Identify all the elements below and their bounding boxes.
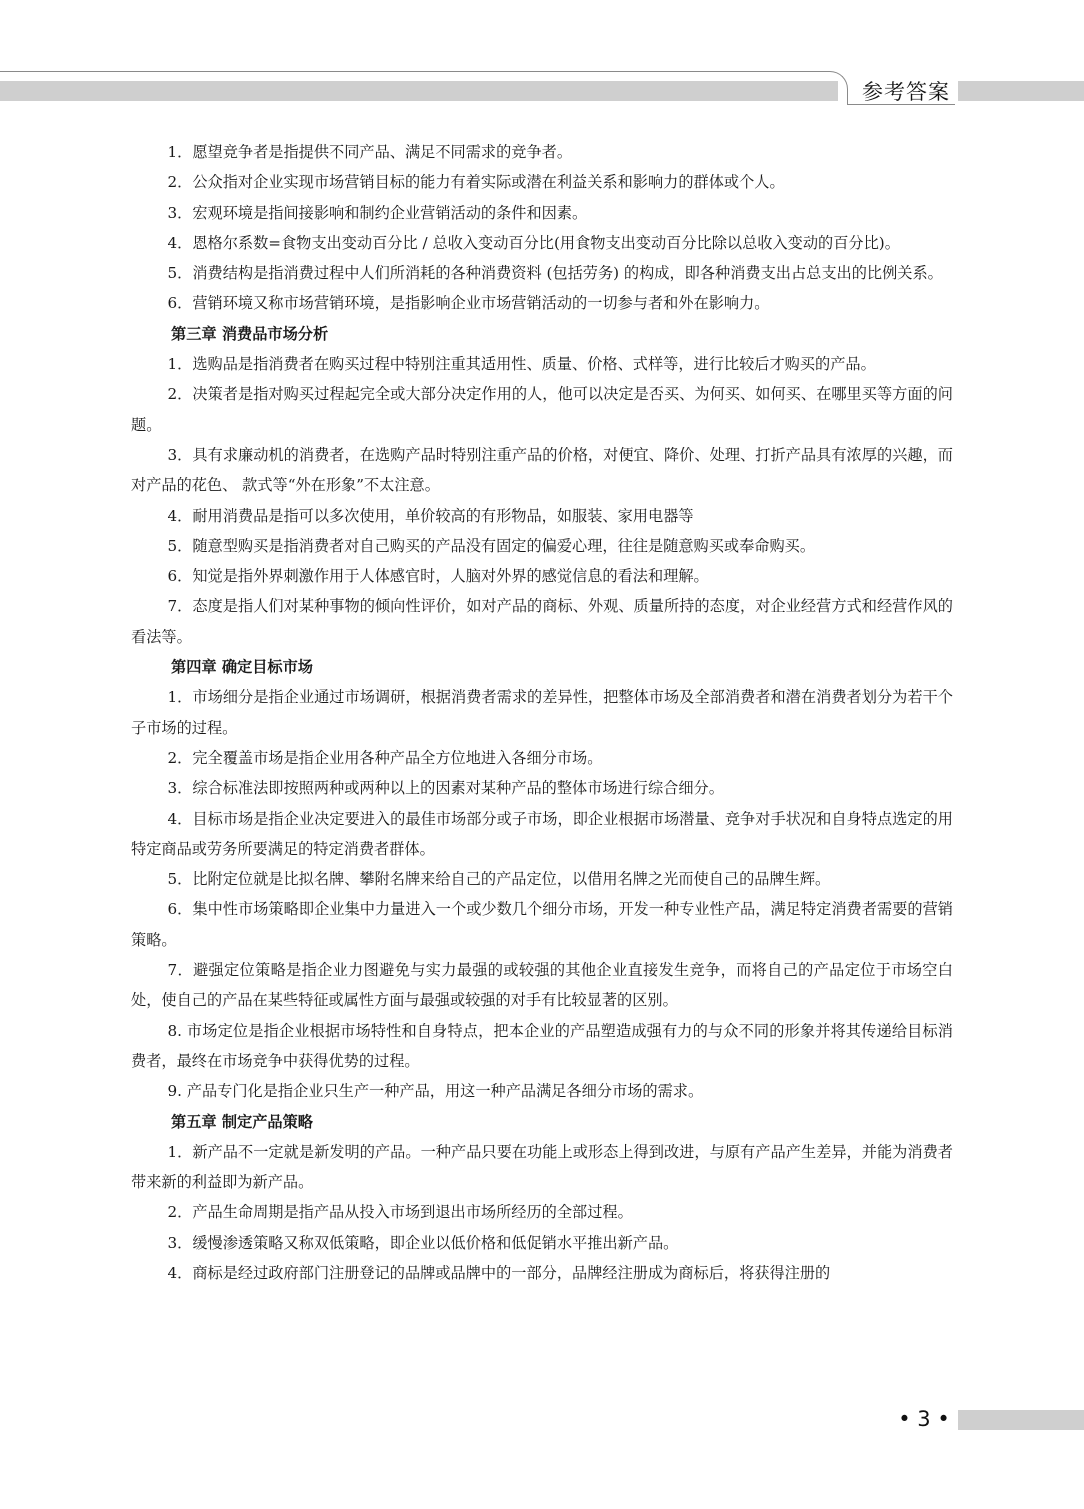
answer-paragraph: 3．具有求廉动机的消费者，在选购产品时特别注重产品的价格，对便宜、降价、处理、打折产品具有浓厚的兴趣，而对产品的花色、 款式等“外在形象”不太注意。 <box>131 445 953 495</box>
header-rule <box>0 71 828 72</box>
answer-paragraph: 1．选购品是指消费者在购买过程中特别注重其适用性、质量、价格、式样等，进行比较后才购买的产品。 <box>167 355 876 374</box>
answer-paragraph: 5．比附定位就是比拟名牌、攀附名牌来给自己的产品定位，以借用名牌之光而使自己的品牌生辉。 <box>167 870 831 889</box>
answer-paragraph: 3．缓慢渗透策略又称双低策略，即企业以低价格和低促销水平推出新产品。 <box>167 1233 679 1252</box>
answer-paragraph: 8. 市场定位是指企业根据市场特性和自身特点，把本企业的产品塑造成强有力的与众不同的形象并将其传递给目标消费者，最终在市场竞争中获得优势的过程。 <box>131 1021 953 1070</box>
answer-paragraph: 6．集中性市场策略即企业集中力量进入一个或少数几个细分市场，开发一种专业性产品，满足特定消费者需要的营销策略。 <box>131 900 953 949</box>
answer-paragraph: 7．避强定位策略是指企业力图避免与实力最强的或较强的其他企业直接发生竞争，而将自己的产品定位于市场空白处，使自己的产品在某些特征或属性方面与最强或较强的对手有比较显著的区别。 <box>131 961 953 1010</box>
answer-paragraph: 6．知觉是指外界刺激作用于人体感官时，人脑对外界的感觉信息的看法和理解。 <box>167 567 709 586</box>
answer-paragraph: 6．营销环境又称市场营销环境，是指影响企业市场营销活动的一切参与者和外在影响力。 <box>167 294 770 313</box>
header-tab-curve <box>820 71 848 105</box>
footer-bar <box>958 1410 1084 1430</box>
answer-paragraph: 4．商标是经过政府部门注册登记的品牌或品牌中的一部分，品牌经注册成为商标后，将获得注册的 <box>167 1263 831 1282</box>
answer-paragraph: 3．综合标准法即按照两种或两种以上的因素对某种产品的整体市场进行综合细分。 <box>167 779 724 798</box>
answer-paragraph: 1．市场细分是指企业通过市场调研，根据消费者需求的差异性，把整体市场及全部消费者和潜在消费者划分为若干个子市场的过程。 <box>131 688 953 737</box>
running-header-title: 参考答案 <box>862 80 950 104</box>
page-body <box>131 137 953 1288</box>
answer-paragraph: 1．愿望竞争者是指提供不同产品、满足不同需求的竞争者。 <box>167 143 573 161</box>
answer-paragraph: 2．决策者是指对购买过程起完全或大部分决定作用的人，他可以决定是否买、为何买、如何买、在哪里买等方面的问题。 <box>131 385 953 434</box>
answer-paragraph: 4．耐用消费品是指可以多次使用，单价较高的有形物品，如服装、家用电器等 <box>167 506 694 525</box>
answer-paragraph: 4．目标市场是指企业决定要进入的最佳市场部分或子市场，即企业根据市场潜量、竞争对手状况和自身特点选定的用特定商品或劳务所要满足的特定消费者群体。 <box>131 809 953 858</box>
page-number: • 3 • <box>898 1407 950 1431</box>
answer-paragraph: 9. 产品专门化是指企业只生产一种产品，用这一种产品满足各细分市场的需求。 <box>167 1082 704 1101</box>
chapter-heading: 第三章 消费品市场分析 <box>171 324 329 343</box>
header-bar-right <box>958 81 1084 101</box>
answer-paragraph: 2．产品生命周期是指产品从投入市场到退出市场所经历的全部过程。 <box>167 1203 633 1222</box>
answer-paragraph: 4．恩格尔系数=食物支出变动百分比 / 总收入变动百分比(用食物支出变动百分比除以总收入变动的百分比)。 <box>167 233 900 252</box>
chapter-heading: 第四章 确定目标市场 <box>171 658 313 677</box>
answer-paragraph: 5．消费结构是指消费过程中人们所消耗的各种消费资料 (包括劳务) 的构成，即各种消费支出占总支出的比例关系。 <box>167 264 943 283</box>
answer-paragraph: 3．宏观环境是指间接影响和制约企业营销活动的条件和因素。 <box>167 203 588 222</box>
chapter-heading: 第五章 制定产品策略 <box>171 1112 313 1131</box>
answer-paragraph: 1．新产品不一定就是新发明的产品。一种产品只要在功能上或形态上得到改进，与原有产品产生差异，并能为消费者带来新的利益即为新产品。 <box>131 1142 953 1192</box>
header-bar-left <box>0 81 838 101</box>
answer-paragraph: 2．公众指对企业实现市场营销目标的能力有着实际或潜在利益关系和影响力的群体或个人。 <box>167 173 785 192</box>
answer-paragraph: 5．随意型购买是指消费者对自己购买的产品没有固定的偏爱心理，往往是随意购买或奉命购买。 <box>167 536 816 555</box>
answer-paragraph: 7．态度是指人们对某种事物的倾向性评价，如对产品的商标、外观、质量所持的态度，对企业经营方式和经营作风的看法等。 <box>131 597 953 646</box>
answer-paragraph: 2．完全覆盖市场是指企业用各种产品全方位地进入各细分市场。 <box>167 748 603 767</box>
